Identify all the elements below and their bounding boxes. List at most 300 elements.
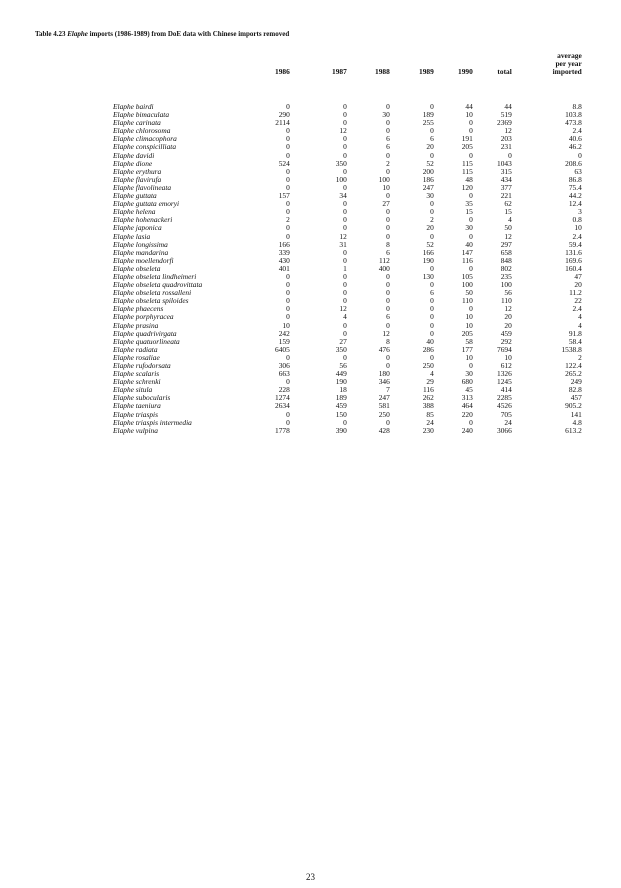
cell-1988: 581 <box>378 401 390 411</box>
cell-1990: 116 <box>461 255 473 265</box>
cell-1986: 2114 <box>275 118 290 128</box>
cell-1987: 0 <box>343 247 347 257</box>
cell-total: 24 <box>504 417 512 427</box>
cell-species: Elaphe situla <box>113 385 153 395</box>
cell-average: 12.4 <box>568 199 582 209</box>
cell-1989: 230 <box>422 425 434 435</box>
cell-species: Elaphe rufodorsata <box>113 361 171 370</box>
cell-1990: 240 <box>461 425 473 435</box>
cell-1988: 0 <box>386 417 390 427</box>
cell-1986: 0 <box>286 182 290 192</box>
cell-average: 4 <box>578 312 582 322</box>
table-caption <box>35 30 289 38</box>
cell-1988: 112 <box>378 255 390 265</box>
cell-species: Elaphe carinata <box>113 118 161 128</box>
cell-total: 221 <box>500 191 512 201</box>
cell-total: 20 <box>504 312 512 322</box>
cell-total: 12 <box>504 304 512 314</box>
cell-1989: 20 <box>426 223 434 233</box>
cell-average: 103.8 <box>565 110 582 120</box>
cell-1989: 20 <box>426 142 434 152</box>
cell-species: Elaphe japonica <box>113 223 162 233</box>
cell-1990: 115 <box>461 166 473 176</box>
cell-total: 848 <box>500 255 512 265</box>
cell-1990: 0 <box>469 191 473 201</box>
cell-1989: 0 <box>430 199 434 209</box>
cell-average: 2 <box>578 352 582 362</box>
cell-1989: 0 <box>430 207 434 217</box>
cell-1990: 10 <box>465 352 473 362</box>
cell-1986: 290 <box>278 110 290 120</box>
cell-average: 0.8 <box>572 215 582 225</box>
cell-average: 169.6 <box>565 255 582 265</box>
cell-1988: 6 <box>386 134 390 144</box>
cell-1989: 0 <box>430 304 434 314</box>
cell-1990: 0 <box>469 150 473 160</box>
cell-1986: 0 <box>286 126 290 136</box>
cell-1987: 12 <box>339 126 347 136</box>
cell-1986: 0 <box>286 166 290 176</box>
cell-1986: 0 <box>286 312 290 322</box>
cell-species: Elaphe flavirufa <box>113 174 162 184</box>
cell-1987: 0 <box>343 215 347 225</box>
cell-species: Elaphe triaspis intermedia <box>113 417 192 427</box>
cell-species: Elaphe lasia <box>113 231 151 241</box>
cell-1990: 115 <box>461 158 473 168</box>
spacer-row <box>113 76 582 103</box>
cell-total: 12 <box>504 231 512 241</box>
cell-total: 1043 <box>497 158 512 168</box>
cell-1990: 313 <box>461 393 473 403</box>
cell-1988: 0 <box>386 320 390 330</box>
cell-1990: 205 <box>461 328 473 338</box>
cell-1988: 0 <box>386 150 390 160</box>
cell-1990: 120 <box>461 182 473 192</box>
cell-1986: 0 <box>286 150 290 160</box>
cell-species: Elaphe longissima <box>113 239 168 249</box>
cell-1989: 6 <box>430 134 434 144</box>
cell-total: 44 <box>504 102 512 111</box>
cell-total: 20 <box>504 320 512 330</box>
cell-1987: 190 <box>335 377 347 387</box>
cell-total: 50 <box>504 223 512 233</box>
cell-1988: 0 <box>386 166 390 176</box>
cell-1988: 6 <box>386 247 390 257</box>
cell-1989: 0 <box>430 126 434 136</box>
cell-1986: 0 <box>286 280 290 290</box>
cell-average: 208.6 <box>565 158 582 168</box>
cell-1990: 191 <box>461 134 473 144</box>
cell-1990: 177 <box>461 344 473 354</box>
cell-1989: 40 <box>426 336 434 346</box>
cell-species: Elaphe chlorosoma <box>113 126 171 136</box>
cell-1986: 2634 <box>275 401 290 411</box>
cell-1988: 7 <box>386 385 390 395</box>
cell-average: 91.8 <box>568 328 582 338</box>
cell-1987: 0 <box>343 255 347 265</box>
cell-1990: 0 <box>469 263 473 273</box>
cell-1987: 0 <box>343 352 347 362</box>
cell-1988: 247 <box>378 393 390 403</box>
cell-1987: 0 <box>343 110 347 120</box>
cell-1990: 15 <box>465 207 473 217</box>
cell-species: Elaphe erythura <box>113 166 162 176</box>
cell-species: Elaphe hohenackeri <box>113 215 173 225</box>
cell-1987: 0 <box>343 118 347 128</box>
cell-species: Elaphe obseleta <box>113 263 161 273</box>
cell-1986: 339 <box>278 247 290 257</box>
cell-1988: 428 <box>378 425 390 435</box>
caption-prefix: Table 4.23 <box>35 30 68 38</box>
cell-species: Elaphe guttata emoryi <box>113 199 180 209</box>
cell-species: Elaphe obseleta spiloides <box>113 296 189 306</box>
header-1989: 1989 <box>419 67 434 76</box>
cell-1989: 250 <box>422 361 434 370</box>
cell-average: 20 <box>574 280 582 290</box>
cell-total: 4 <box>508 215 512 225</box>
cell-1989: 190 <box>422 255 434 265</box>
cell-1987: 150 <box>335 409 347 419</box>
cell-species: Elaphe prasina <box>113 320 159 330</box>
cell-1990: 44 <box>465 102 473 111</box>
cell-1990: 10 <box>465 320 473 330</box>
cell-species: Elaphe scalaris <box>113 369 160 379</box>
caption-genus: Elaphe <box>67 30 88 38</box>
header-total: total <box>497 67 512 76</box>
cell-1990: 680 <box>461 377 473 387</box>
cell-1988: 346 <box>378 377 390 387</box>
cell-average: 613.2 <box>565 425 582 435</box>
cell-1986: 0 <box>286 352 290 362</box>
cell-species: Elaphe schrenki <box>113 377 161 387</box>
cell-species: Elaphe triaspis <box>113 409 158 419</box>
cell-1988: 12 <box>382 328 390 338</box>
cell-species: Elaphe bairdi <box>113 102 154 111</box>
cell-average: 75.4 <box>568 182 582 192</box>
cell-1986: 10 <box>282 320 290 330</box>
cell-total: 297 <box>500 239 512 249</box>
cell-1989: 247 <box>422 182 434 192</box>
cell-total: 4526 <box>497 401 512 411</box>
cell-1988: 0 <box>386 361 390 370</box>
cell-1990: 0 <box>469 417 473 427</box>
cell-total: 2369 <box>497 118 512 128</box>
cell-1986: 0 <box>286 223 290 233</box>
cell-species: Elaphe porphyracea <box>113 312 174 322</box>
cell-1988: 0 <box>386 352 390 362</box>
cell-1989: 0 <box>430 150 434 160</box>
cell-1989: 388 <box>422 401 434 411</box>
cell-1990: 50 <box>465 288 473 298</box>
cell-average: 2.4 <box>572 304 582 314</box>
cell-1986: 0 <box>286 288 290 298</box>
cell-species: Elaphe flavolineata <box>113 182 172 192</box>
cell-average: 11.2 <box>569 288 582 298</box>
cell-1989: 255 <box>422 118 434 128</box>
cell-average: 0 <box>578 150 582 160</box>
cell-1990: 10 <box>465 110 473 120</box>
cell-1988: 180 <box>378 369 390 379</box>
spacer-cell <box>113 76 582 103</box>
cell-1987: 4 <box>343 312 347 322</box>
cell-1989: 0 <box>430 328 434 338</box>
cell-1987: 0 <box>343 288 347 298</box>
cell-1990: 0 <box>469 126 473 136</box>
cell-average: 58.4 <box>568 336 582 346</box>
cell-1989: 0 <box>430 296 434 306</box>
cell-1989: 130 <box>422 271 434 281</box>
cell-1990: 105 <box>461 271 473 281</box>
header-1990: 1990 <box>458 67 473 76</box>
cell-1986: 0 <box>286 207 290 217</box>
cell-1989: 6 <box>430 288 434 298</box>
cell-species: Elaphe vulpina <box>113 425 158 435</box>
cell-1988: 10 <box>382 182 390 192</box>
cell-species: Elaphe radiata <box>113 344 158 354</box>
header-species <box>113 45 275 76</box>
cell-1986: 159 <box>278 336 290 346</box>
cell-1988: 0 <box>386 296 390 306</box>
cell-1989: 24 <box>426 417 434 427</box>
cell-1990: 48 <box>465 174 473 184</box>
cell-1989: 186 <box>422 174 434 184</box>
cell-1989: 0 <box>430 352 434 362</box>
cell-total: 292 <box>500 336 512 346</box>
page-number: 23 <box>306 872 315 882</box>
cell-1986: 306 <box>278 361 290 370</box>
cell-1986: 0 <box>286 417 290 427</box>
cell-1988: 6 <box>386 312 390 322</box>
cell-average: 8.8 <box>572 102 582 111</box>
cell-1990: 45 <box>465 385 473 395</box>
cell-total: 1245 <box>497 377 512 387</box>
cell-1988: 0 <box>386 271 390 281</box>
cell-1988: 0 <box>386 304 390 314</box>
cell-1987: 0 <box>343 134 347 144</box>
cell-1990: 10 <box>465 312 473 322</box>
cell-1988: 0 <box>386 126 390 136</box>
cell-total: 802 <box>500 263 512 273</box>
cell-average: 47 <box>574 271 582 281</box>
cell-1987: 27 <box>339 336 347 346</box>
cell-1989: 52 <box>426 239 434 249</box>
cell-1987: 1 <box>343 263 347 273</box>
cell-1987: 18 <box>339 385 347 395</box>
cell-1989: 29 <box>426 377 434 387</box>
cell-1987: 0 <box>343 417 347 427</box>
cell-species: Elaphe taeniura <box>113 401 161 411</box>
cell-1988: 0 <box>386 118 390 128</box>
cell-average: 1538.8 <box>561 344 582 354</box>
cell-1989: 2 <box>430 215 434 225</box>
cell-1986: 2 <box>286 215 290 225</box>
cell-1989: 0 <box>430 102 434 111</box>
cell-total: 705 <box>500 409 512 419</box>
cell-1988: 8 <box>386 239 390 249</box>
cell-average: 82.8 <box>568 385 582 395</box>
cell-1988: 0 <box>386 191 390 201</box>
cell-average: 4.8 <box>572 417 582 427</box>
cell-total: 203 <box>500 134 512 144</box>
cell-1988: 0 <box>386 207 390 217</box>
cell-1986: 0 <box>286 409 290 419</box>
cell-average: 2.4 <box>572 126 582 136</box>
cell-total: 56 <box>504 288 512 298</box>
cell-average: 160.4 <box>565 263 582 273</box>
cell-1986: 0 <box>286 102 290 111</box>
cell-total: 612 <box>500 361 512 370</box>
cell-1988: 0 <box>386 102 390 111</box>
cell-1986: 0 <box>286 304 290 314</box>
cell-1990: 464 <box>461 401 473 411</box>
cell-average: 122.4 <box>565 361 582 370</box>
cell-species: Elaphe conspicilliata <box>113 142 177 152</box>
cell-1990: 147 <box>461 247 473 257</box>
cell-1989: 286 <box>422 344 434 354</box>
cell-average: 473.8 <box>565 118 582 128</box>
cell-total: 15 <box>504 207 512 217</box>
caption-suffix: imports (1986-1989) from DoE data with Chinese imports removed <box>87 30 290 38</box>
cell-average: 63 <box>574 166 582 176</box>
cell-species: Elaphe quatuorlineata <box>113 336 180 346</box>
cell-average: 46.2 <box>568 142 582 152</box>
cell-1987: 0 <box>343 280 347 290</box>
imports-table <box>113 45 582 435</box>
cell-species: Elaphe obseleta quadrovittata <box>113 280 203 290</box>
cell-average: 22 <box>574 296 582 306</box>
cell-1986: 0 <box>286 231 290 241</box>
cell-1989: 85 <box>426 409 434 419</box>
cell-average: 265.2 <box>565 369 582 379</box>
cell-1988: 250 <box>378 409 390 419</box>
cell-average: 249 <box>570 377 582 387</box>
cell-1987: 449 <box>335 369 347 379</box>
cell-1990: 30 <box>465 223 473 233</box>
cell-species: Elaphe moellendorfi <box>113 255 174 265</box>
cell-1986: 524 <box>278 158 290 168</box>
cell-species: Elaphe obseleta rossalleni <box>113 288 192 298</box>
cell-1988: 2 <box>386 158 390 168</box>
cell-total: 231 <box>500 142 512 152</box>
cell-1987: 0 <box>343 166 347 176</box>
cell-1990: 0 <box>469 215 473 225</box>
cell-1988: 8 <box>386 336 390 346</box>
cell-species: Elaphe dione <box>113 158 153 168</box>
cell-total: 110 <box>500 296 512 306</box>
cell-1987: 0 <box>343 320 347 330</box>
cell-1987: 56 <box>339 361 347 370</box>
cell-1989: 52 <box>426 158 434 168</box>
cell-1986: 401 <box>278 263 290 273</box>
cell-1987: 459 <box>335 401 347 411</box>
cell-1988: 30 <box>382 110 390 120</box>
cell-1990: 220 <box>461 409 473 419</box>
cell-1989: 30 <box>426 191 434 201</box>
cell-1987: 0 <box>343 328 347 338</box>
cell-1986: 0 <box>286 271 290 281</box>
cell-1988: 0 <box>386 223 390 233</box>
cell-average: 905.2 <box>565 401 582 411</box>
cell-1986: 228 <box>278 385 290 395</box>
cell-1987: 34 <box>339 191 347 201</box>
cell-1987: 12 <box>339 304 347 314</box>
cell-1988: 100 <box>378 174 390 184</box>
header-1988: 1988 <box>375 67 390 76</box>
cell-species: Elaphe bimaculata <box>113 110 170 120</box>
cell-species: Elaphe phaecens <box>113 304 164 314</box>
cell-1989: 0 <box>430 231 434 241</box>
cell-species: Elaphe climacophora <box>113 134 177 144</box>
cell-1987: 350 <box>335 344 347 354</box>
cell-1989: 4 <box>430 369 434 379</box>
cell-average: 3 <box>578 207 582 217</box>
cell-total: 459 <box>500 328 512 338</box>
cell-1987: 390 <box>335 425 347 435</box>
cell-species: Elaphe subocularis <box>113 393 171 403</box>
cell-1988: 0 <box>386 215 390 225</box>
cell-1987: 189 <box>335 393 347 403</box>
cell-average: 457 <box>570 393 582 403</box>
cell-1989: 200 <box>422 166 434 176</box>
cell-1986: 0 <box>286 377 290 387</box>
cell-1987: 0 <box>343 199 347 209</box>
cell-1986: 430 <box>278 255 290 265</box>
cell-total: 0 <box>508 150 512 160</box>
cell-total: 62 <box>504 199 512 209</box>
cell-1988: 6 <box>386 142 390 152</box>
cell-1990: 58 <box>465 336 473 346</box>
cell-1989: 189 <box>422 110 434 120</box>
cell-average: 44.2 <box>568 191 582 201</box>
cell-1986: 166 <box>278 239 290 249</box>
cell-1988: 0 <box>386 280 390 290</box>
cell-total: 100 <box>500 280 512 290</box>
cell-1987: 31 <box>339 239 347 249</box>
cell-1990: 0 <box>469 361 473 370</box>
cell-1990: 0 <box>469 304 473 314</box>
cell-1986: 157 <box>278 191 290 201</box>
cell-1987: 0 <box>343 223 347 233</box>
cell-species: Elaphe obseleta lindheimeri <box>113 271 197 281</box>
cell-species: Elaphe rosaliae <box>113 352 160 362</box>
cell-1986: 663 <box>278 369 290 379</box>
header-row <box>113 45 582 76</box>
cell-1990: 100 <box>461 280 473 290</box>
cell-species: Elaphe davidi <box>113 150 155 160</box>
cell-total: 3066 <box>497 425 512 435</box>
cell-1989: 116 <box>422 385 434 395</box>
cell-1987: 0 <box>343 102 347 111</box>
cell-average: 10 <box>574 223 582 233</box>
cell-average: 59.4 <box>568 239 582 249</box>
cell-species: Elaphe mandarina <box>113 247 169 257</box>
cell-1988: 476 <box>378 344 390 354</box>
cell-species: Elaphe helena <box>113 207 156 217</box>
cell-total: 7694 <box>497 344 512 354</box>
cell-1986: 0 <box>286 296 290 306</box>
cell-1988: 0 <box>386 231 390 241</box>
cell-1986: 0 <box>286 142 290 152</box>
cell-1990: 205 <box>461 142 473 152</box>
cell-average: 40.6 <box>568 134 582 144</box>
cell-total: 2285 <box>497 393 512 403</box>
cell-total: 1326 <box>497 369 512 379</box>
cell-total: 12 <box>504 126 512 136</box>
cell-1988: 0 <box>386 288 390 298</box>
cell-1986: 1274 <box>275 393 290 403</box>
cell-average: 131.6 <box>565 247 582 257</box>
cell-total: 235 <box>500 271 512 281</box>
